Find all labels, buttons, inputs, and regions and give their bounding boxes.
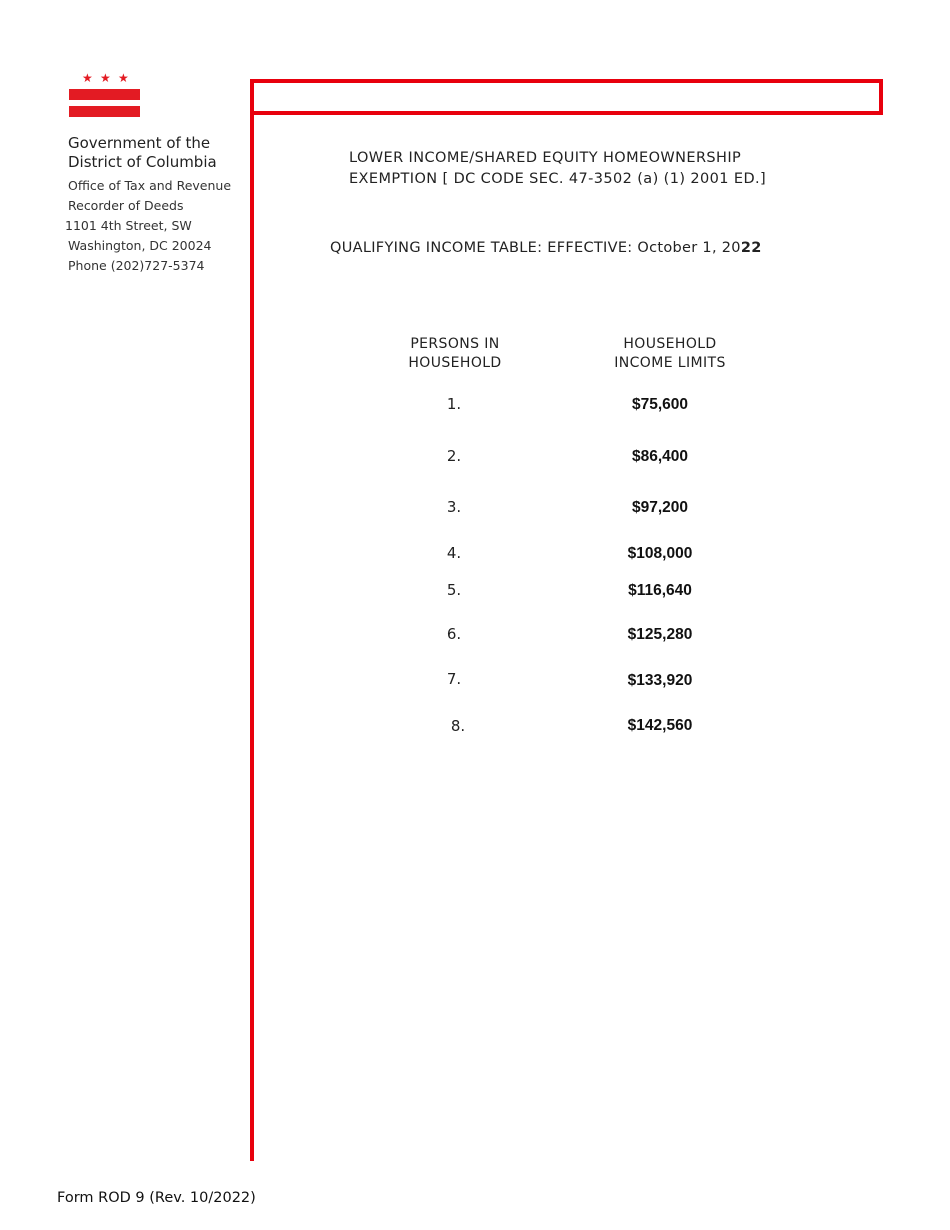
flag-bar: [69, 106, 140, 117]
star-icon: ★: [82, 71, 93, 85]
agency-block: [65, 134, 253, 276]
persons-cell: 7.: [446, 670, 462, 688]
title-line2: EXEMPTION [ DC CODE SEC. 47-3502 (a) (1) 2001 ED.]: [349, 171, 767, 187]
persons-cell: 3.: [446, 498, 462, 516]
flag-bar: [69, 89, 140, 100]
red-header-box: [250, 79, 883, 115]
income-limit-cell: $97,200: [631, 499, 689, 516]
income-limit-cell: $116,640: [628, 582, 692, 599]
agency-street: 1101 4th Street, SW: [65, 218, 192, 233]
column-header-persons: PERSONS IN HOUSEHOLD: [408, 336, 502, 371]
persons-cell: 6.: [446, 625, 462, 643]
column-header-income: HOUSEHOLD INCOME LIMITS: [614, 336, 726, 371]
star-icon: ★: [100, 71, 111, 85]
effective-year-suffix: 22: [740, 240, 762, 256]
income-limit-cell: $125,280: [627, 626, 693, 643]
agency-division: Recorder of Deeds: [68, 198, 184, 213]
page-title: [349, 148, 869, 190]
persons-cell: 5.: [446, 581, 462, 599]
income-limit-cell: $108,000: [627, 545, 693, 562]
agency-phone: Phone (202)727-5374: [68, 258, 205, 273]
red-left-rule: [250, 107, 254, 1161]
agency-office: Office of Tax and Revenue: [68, 178, 232, 193]
agency-city: Washington, DC 20024: [68, 238, 212, 253]
income-limit-cell: $133,920: [627, 672, 693, 689]
agency-name-line2: District of Columbia: [68, 153, 217, 171]
star-icon: ★: [118, 71, 129, 85]
income-limit-cell: $86,400: [631, 448, 689, 465]
form-number: Form ROD 9 (Rev. 10/2022): [57, 1190, 256, 1206]
agency-name-line1: Government of the: [68, 134, 211, 152]
effective-date: October 1, 20: [637, 240, 741, 256]
effective-label: QUALIFYING INCOME TABLE: EFFECTIVE:: [330, 240, 638, 256]
income-limit-cell: $142,560: [627, 717, 693, 734]
effective-date-line: [330, 240, 910, 256]
persons-cell: 1.: [446, 395, 462, 413]
income-limit-cell: $75,600: [631, 396, 689, 413]
persons-cell: 2.: [446, 447, 462, 465]
persons-cell: 8.: [450, 717, 466, 735]
title-line1: LOWER INCOME/SHARED EQUITY HOMEOWNERSHIP: [349, 150, 742, 166]
persons-cell: 4.: [446, 544, 462, 562]
dc-flag-logo: [69, 72, 141, 118]
